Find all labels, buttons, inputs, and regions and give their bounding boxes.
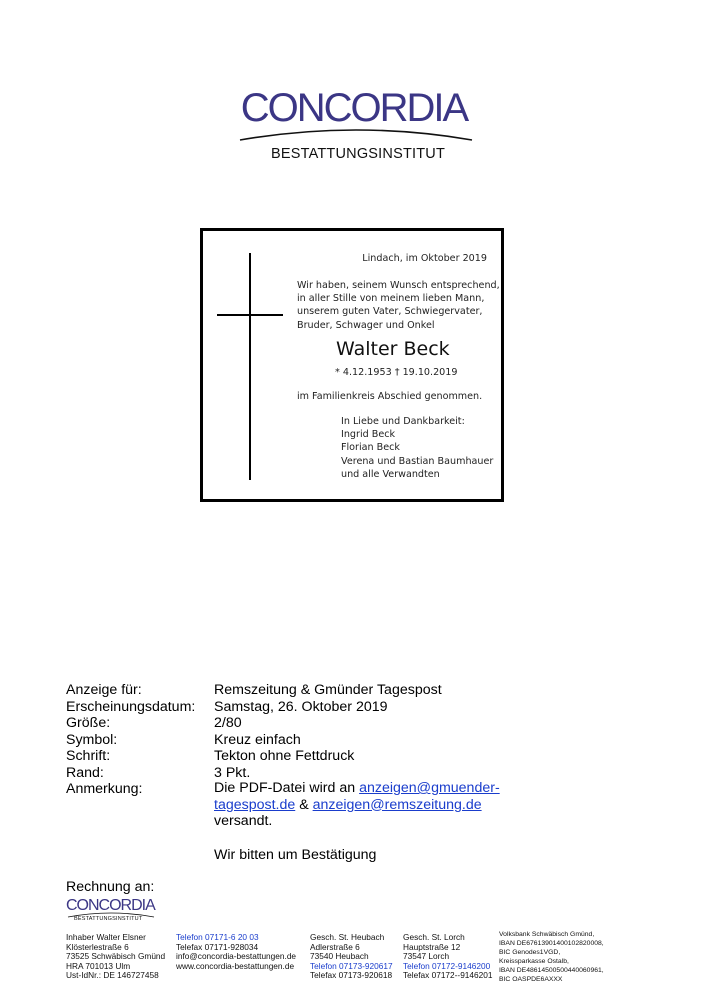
- notice-intro: Wir haben, seinem Wunsch entsprechend, in aller Stille von meinem lieben Mann, unserem guten Vater, Schwiegervater, Bruder, Schwager und Onkel: [297, 280, 500, 331]
- footer-heubach: Gesch. St. Heubach Adlerstraße 6 73540 Heubach Telefon 07173-920617 Telefax 07173-920618: [310, 932, 393, 981]
- footer-lorch: Gesch. St. Lorch Hauptstraße 12 73547 Lorch Telefon 07172-9146200 Telefax 07172-‑9146201: [403, 932, 493, 981]
- invoice-label: Rechnung an:: [66, 879, 155, 895]
- footer-owner: Inhaber Walter Elsner Klösterlestraße 6 73525 Schwäbisch Gmünd HRA 701013 Ulm Ust-IdNr.: DE 146727458: [66, 932, 166, 981]
- notice-farewell: im Familienkreis Abschied genommen.: [297, 391, 483, 402]
- deceased-name: Walter Beck: [336, 338, 450, 360]
- detail-row: Erscheinungsdatum: Samstag, 26. Oktober 2019: [66, 698, 388, 715]
- detail-row: Anzeige für: Remszeitung & Gmünder Tagespost: [66, 682, 442, 698]
- logo-arc: [236, 124, 476, 144]
- concordia-logo: [236, 88, 476, 168]
- email-link-remszeitung[interactable]: anzeigen@remszeitung.de: [312, 796, 482, 813]
- detail-row: Anmerkung:: [66, 781, 143, 797]
- small-concordia-logo: CONCORDIA BESTATTUNGSINSTITUT: [66, 897, 155, 922]
- footer-contact: Telefon 07171-6 20 03 Telefax 07171-928034 info@concordia-bestattungen.de www.concordia-bestattungen.de: [176, 932, 297, 971]
- notice-family: In Liebe und Dankbarkeit: Ingrid Beck Florian Beck Verena und Bastian Baumhauer und alle Verwandten: [341, 416, 494, 480]
- detail-note: Die PDF-Datei wird an anzeigen@gmuender-tagespost.de & anzeigen@remszeitung.de versandt.: [214, 780, 500, 830]
- logo-subtitle: BESTATTUNGSINSTITUT: [270, 146, 446, 162]
- confirm-request: Wir bitten um Bestätigung: [214, 847, 377, 863]
- logo-wordmark: CONCORDIA: [240, 86, 468, 130]
- detail-row: Größe: 2/80: [66, 715, 242, 731]
- detail-row: Symbol: Kreuz einfach: [66, 731, 301, 748]
- life-dates: * 4.12.1953 † 19.10.2019: [335, 367, 458, 378]
- cross-icon-bar: [217, 314, 283, 316]
- detail-row: Schrift: Tekton ohne Fettdruck: [66, 748, 355, 764]
- cross-icon: [249, 253, 251, 480]
- notice-place-date: Lindach, im Oktober 2019: [362, 253, 487, 264]
- detail-row: Rand: 3 Pkt.: [66, 764, 251, 781]
- footer-bank: Volksbank Schwäbisch Gmünd, IBAN DE67613901400102820008, BIC Genodes1VGD, Kreissparkasse Ostalb, IBAN DE48614500500440060961, BIC OASPDE6AXXX: [499, 931, 604, 983]
- email-link-gmuender[interactable]: anzeigen@gmuender-tagespost.de: [214, 780, 500, 813]
- obituary-notice: [200, 228, 504, 502]
